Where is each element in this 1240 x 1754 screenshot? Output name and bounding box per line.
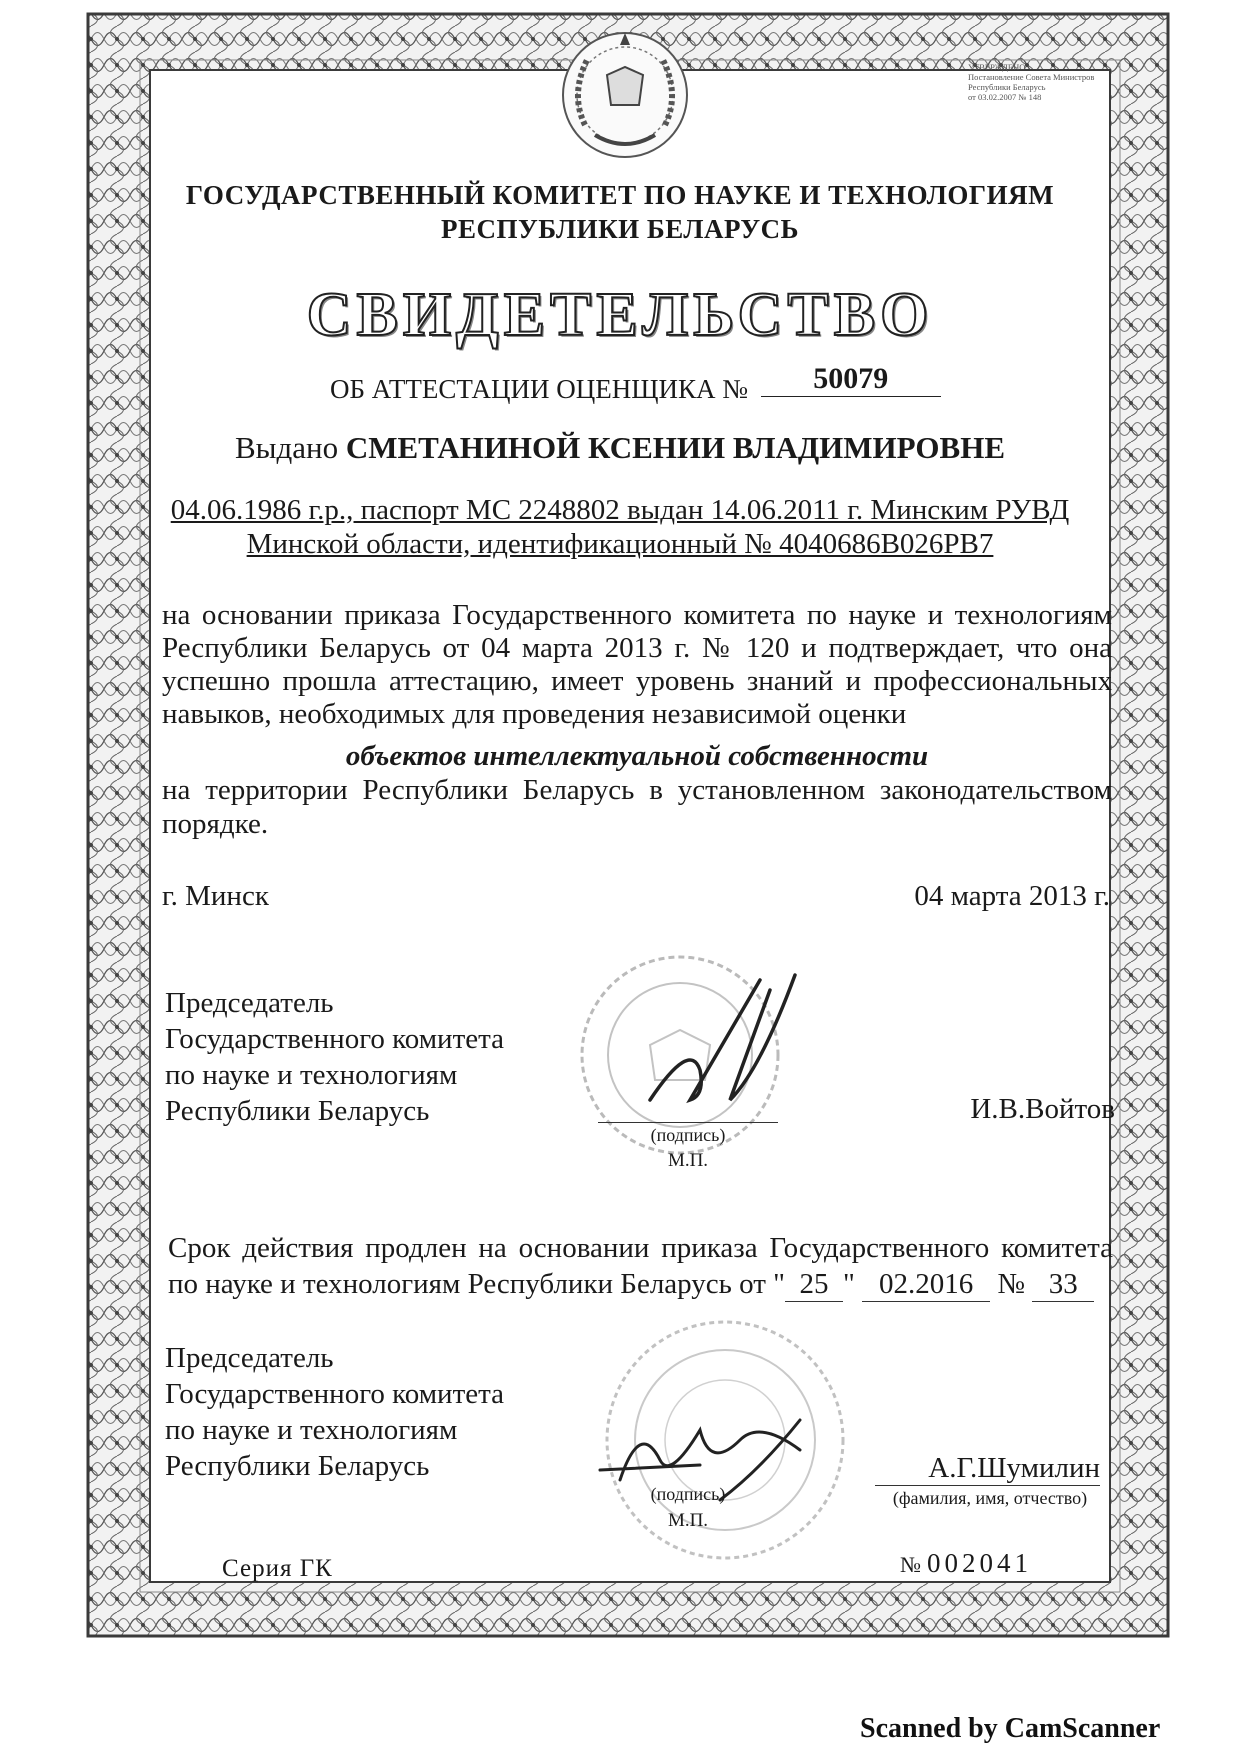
organization-name: ГОСУДАРСТВЕННЫЙ КОМИТЕТ ПО НАУКЕ И ТЕХНОЛОГИЯМ <box>185 180 1055 210</box>
document-title: СВИДЕТЕЛЬСТВО <box>306 281 934 349</box>
signatory-name: А.Г.Шумилин <box>875 1452 1100 1486</box>
body-line: навыков, необходимых для проведения независимой оценки <box>162 698 907 730</box>
extension-day: 25 <box>785 1268 843 1302</box>
quote-mark: " <box>843 1268 855 1300</box>
extension-number-label: № <box>997 1268 1026 1300</box>
extension-date: 02.2016 <box>862 1268 990 1302</box>
approval-line: Постановление Совета Министров <box>968 72 1095 82</box>
signatory-title <box>165 985 565 1129</box>
extension-prefix: по науке и технологиям Республики Беларусь от " <box>168 1268 786 1300</box>
title-line: Республики Беларусь <box>165 1450 430 1482</box>
holder-details-line1: 04.06.1986 г.р., паспорт МС 2248802 выдан 14.06.2011 г. Минским РУВД <box>170 494 1070 526</box>
title-line: Председатель <box>165 1342 334 1374</box>
name-caption: (фамилия, имя, отчество) <box>892 1488 1088 1508</box>
approval-line: Республики Беларусь <box>968 82 1046 92</box>
seal-caption: М.П. <box>667 1150 709 1171</box>
approval-line: УТВЕРЖДЕНО <box>968 62 1026 72</box>
scanner-watermark: Scanned by CamScanner <box>860 1713 1161 1744</box>
holder-details-line2: Минской области, идентификационный № 4040686В026РВ7 <box>246 528 994 560</box>
title-line: по науке и технологиям <box>165 1414 458 1446</box>
extension-line <box>168 1268 1113 1302</box>
title-line: Государственного комитета <box>165 1023 505 1055</box>
extension-number: 33 <box>1032 1268 1094 1302</box>
issue-city: г. Минск <box>162 880 269 912</box>
approval-note <box>968 62 1148 102</box>
title-line: по науке и технологиям <box>165 1059 458 1091</box>
body-line: порядке. <box>162 808 269 840</box>
signature-caption: (подпись) <box>598 1122 778 1146</box>
body-line: на территории Республики Беларусь в установленном законодательством <box>162 774 1112 806</box>
extension-line: Срок действия продлен на основании приказа Государственного комитета <box>168 1232 1113 1264</box>
holder-name: СМЕТАНИНОЙ КСЕНИИ ВЛАДИМИРОВНЕ <box>345 430 1006 465</box>
title-line: Государственного комитета <box>165 1378 505 1410</box>
title-line: Республики Беларусь <box>165 1095 430 1127</box>
body-paragraph <box>162 599 1112 698</box>
issue-date: 04 марта 2013 г. <box>914 880 1110 912</box>
seal-caption: М.П. <box>667 1510 709 1531</box>
organization-country: РЕСПУБЛИКИ БЕЛАРУСЬ <box>440 214 800 244</box>
body-line: Республики Беларусь от 04 марта 2013 г. № 120 и подтверждает, что она <box>162 632 1112 664</box>
form-serial-number <box>900 1548 1032 1579</box>
state-emblem <box>563 33 687 157</box>
signatory-name: И.В.Войтов <box>970 1093 1115 1125</box>
body-line: на основании приказа Государственного комитета по науке и технологиям <box>162 599 1112 631</box>
body-line: успешно прошла аттестацию, имеет уровень знаний и профессиональных <box>162 665 1112 697</box>
subtitle-row <box>330 362 941 407</box>
signatory-title <box>165 1340 565 1484</box>
handwritten-signature <box>650 975 795 1100</box>
subtitle: ОБ АТТЕСТАЦИИ ОЦЕНЩИКА № <box>330 374 748 404</box>
serial-sign: № <box>900 1552 921 1577</box>
issued-to <box>150 430 1090 466</box>
form-series: Серия ГК <box>222 1555 333 1582</box>
signature-caption: (подпись) <box>650 1484 726 1504</box>
certificate-number: 50079 <box>761 362 941 397</box>
assessment-subject: объектов интеллектуальной собственности <box>345 740 929 772</box>
issued-label: Выдано <box>234 430 339 465</box>
serial-value: 002041 <box>927 1548 1032 1578</box>
title-line: Председатель <box>165 987 334 1019</box>
approval-line: от 03.02.2007 № 148 <box>968 92 1042 102</box>
